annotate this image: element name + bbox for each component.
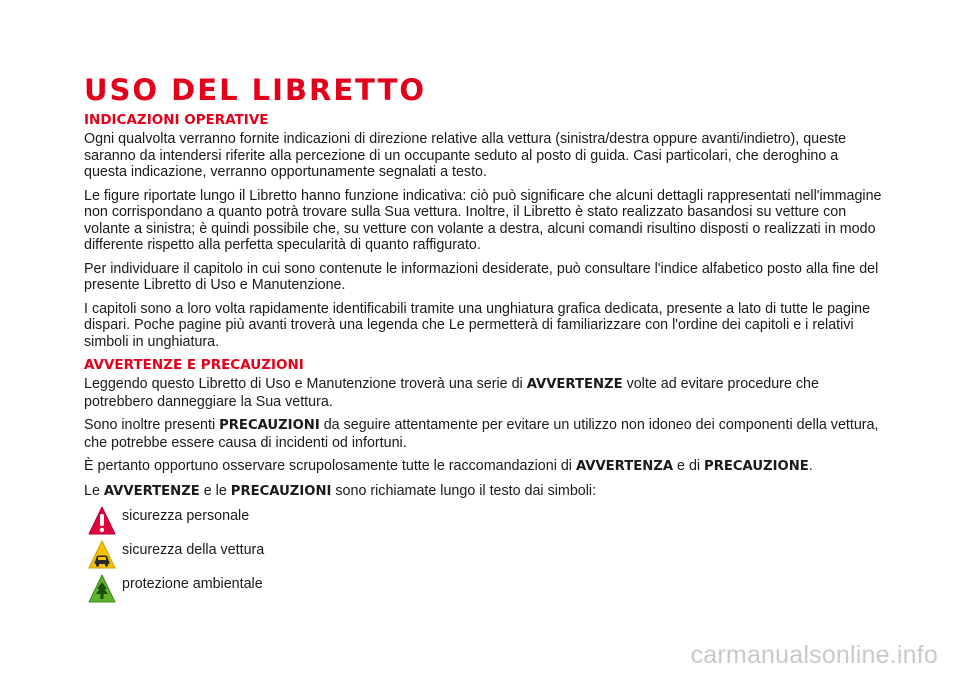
- section-heading-warnings: AVVERTENZE E PRECAUZIONI: [84, 357, 304, 373]
- vehicle-safety-icon: [88, 540, 116, 570]
- bold-term: AVVERTENZE: [103, 483, 200, 499]
- environment-icon: [88, 574, 116, 604]
- personal-safety-icon: [88, 506, 116, 536]
- symbol-row-environment: [84, 576, 884, 610]
- text: Leggendo questo Libretto di Uso e Manutenzione troverà una serie di: [84, 376, 527, 392]
- text: È pertanto opportuno osservare scrupolosamente tutte le raccomandazioni di: [84, 458, 576, 474]
- text: .: [808, 458, 813, 474]
- text: volte ad evitare procedure che potrebbero danneggiare la Sua vettura.: [84, 376, 819, 410]
- watermark: carmanualsonline.info: [690, 641, 938, 669]
- text: Sono inoltre presenti: [84, 417, 220, 433]
- symbol-label: protezione ambientale: [122, 576, 263, 592]
- text: Le: [84, 482, 104, 499]
- symbol-label: sicurezza della vettura: [122, 542, 265, 558]
- content-area: [84, 112, 884, 610]
- paragraph: I capitoli sono a loro volta rapidamente identificabili tramite una unghiatura grafica dedicata, presente a lato di tutte le pagine dispari. Poche pagine più avanti troverà una legenda che Le permetterà di familiarizzare con l'ordine dei capitoli e i relativi simboli in unghiatura.: [84, 300, 871, 350]
- paragraph: Le figure riportate lungo il Libretto hanno funzione indicativa: ciò può significare che alcuni dettagli rappresentati nell'immagine non corrispondano a quanto potrà trovare sulla Sua vettura. Inoltre, il Libretto è stato realizzato basandosi su vetture con volante a sinistra; è quindi possibile che, su vetture con volante a destra, alcuni comandi risultino disposti o realizzati in modo differente rispetto alla perfetta specularità di quanto raffigurato.: [84, 187, 882, 253]
- bold-term: PRECAUZIONI: [230, 483, 332, 499]
- text: e di: [673, 458, 705, 474]
- text: sono richiamate lungo il testo dai simboli:: [331, 482, 597, 499]
- paragraph-warnings: [84, 376, 884, 410]
- symbol-label: sicurezza personale: [122, 508, 250, 524]
- paragraph: Per individuare il capitolo in cui sono contenute le informazioni desiderate, può consultare l'indice alfabetico posto alla fine del presente Libretto di Uso e Manutenzione.: [84, 260, 879, 293]
- bold-term: AVVERTENZE: [526, 377, 623, 392]
- bold-term: AVVERTENZA: [575, 459, 674, 474]
- symbol-row-vehicle: [84, 542, 884, 576]
- section-heading-operative: INDICAZIONI OPERATIVE: [84, 112, 269, 128]
- page-title: USO DEL LIBRETTO: [84, 73, 427, 107]
- text: e le: [199, 482, 231, 499]
- paragraph-recommendations: [84, 458, 884, 476]
- symbol-row-personal: [84, 508, 884, 542]
- paragraph: Ogni qualvolta verranno fornite indicazioni di direzione relative alla vettura (sinistra/destra oppure avanti/indietro), queste saranno da intendersi riferite alla percezione di un occupante seduto al posto di guida. Casi particolari, che deroghino a questa indicazione, verranno opportunamente segnalati a testo.: [84, 131, 847, 180]
- paragraph-precautions: [84, 417, 884, 451]
- text: da seguire attentamente per evitare un utilizzo non idoneo dei componenti della vettura, che potrebbe essere causa di incidenti od infortuni.: [84, 417, 879, 451]
- bold-term: PRECAUZIONE: [704, 459, 809, 474]
- bold-term: PRECAUZIONI: [219, 418, 320, 433]
- symbol-legend: [84, 508, 884, 610]
- paragraph-symbols-intro: [84, 483, 884, 501]
